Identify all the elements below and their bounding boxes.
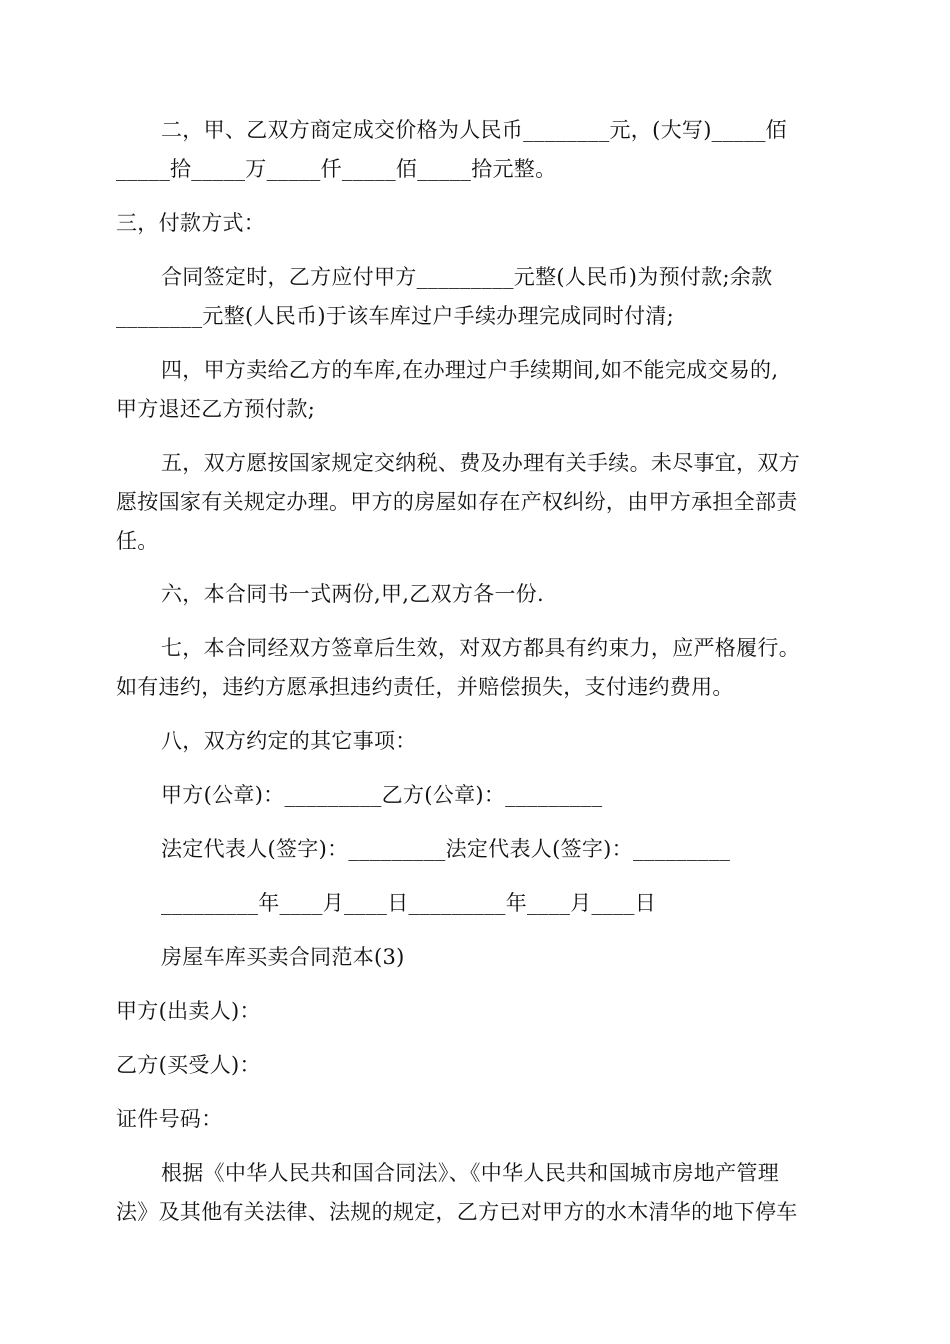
clause-6-line: 六，本合同书一式两份,甲,乙双方各一份.	[161, 582, 545, 606]
clause-3-heading: 三，付款方式：	[116, 211, 266, 235]
clause-8-line: 八，双方约定的其它事项：	[161, 729, 417, 753]
id-number-line: 证件号码：	[116, 1107, 223, 1131]
date-line: _________年____月____日_________年____月____日	[161, 891, 656, 915]
seal-line: 甲方(公章)：_________乙方(公章)：_________	[161, 783, 603, 807]
clause-7-line-2: 如有违约，违约方愿承担违约责任，并赔偿损失，支付违约费用。	[116, 675, 734, 699]
clause-5-line-3: 任。	[116, 529, 159, 553]
section-title: 房屋车库买卖合同范本(3)	[161, 945, 405, 969]
preamble-line-2: 法》及其他有关法律、法规的规定，乙方已对甲方的水木清华的地下停车	[116, 1200, 798, 1224]
party-b-line: 乙方(买受人)：	[116, 1053, 261, 1077]
clause-5-line-1: 五，双方愿按国家规定交纳税、费及办理有关手续。未尽事宜，双方	[161, 451, 800, 475]
clause-2-price-line-1: 二，甲、乙双方商定成交价格为人民币________元，(大写)_____佰	[161, 118, 787, 142]
clause-4-line-2: 甲方退还乙方预付款;	[116, 397, 316, 421]
representative-signature-line: 法定代表人(签字)：_________法定代表人(签字)：_________	[161, 837, 731, 861]
clause-3-payment-line-1: 合同签定时，乙方应付甲方_________元整(人民币)为预付款;余款	[161, 265, 773, 289]
preamble-line-1: 根据《中华人民共和国合同法》、《中华人民共和国城市房地产管理	[161, 1161, 779, 1185]
clause-3-payment-line-2: ________元整(人民币)于该车库过户手续办理完成同时付清;	[116, 304, 675, 328]
clause-2-price-line-2: _____拾_____万_____仟_____佰_____拾元整。	[116, 157, 557, 181]
clause-4-line-1: 四，甲方卖给乙方的车库,在办理过户手续期间,如不能完成交易的,	[161, 358, 779, 382]
clause-7-line-1: 七，本合同经双方签章后生效，对双方都具有约束力，应严格履行。	[161, 636, 800, 660]
party-a-line: 甲方(出卖人)：	[116, 999, 261, 1023]
clause-5-line-2: 愿按国家有关规定办理。甲方的房屋如存在产权纠纷，由甲方承担全部责	[116, 490, 798, 514]
